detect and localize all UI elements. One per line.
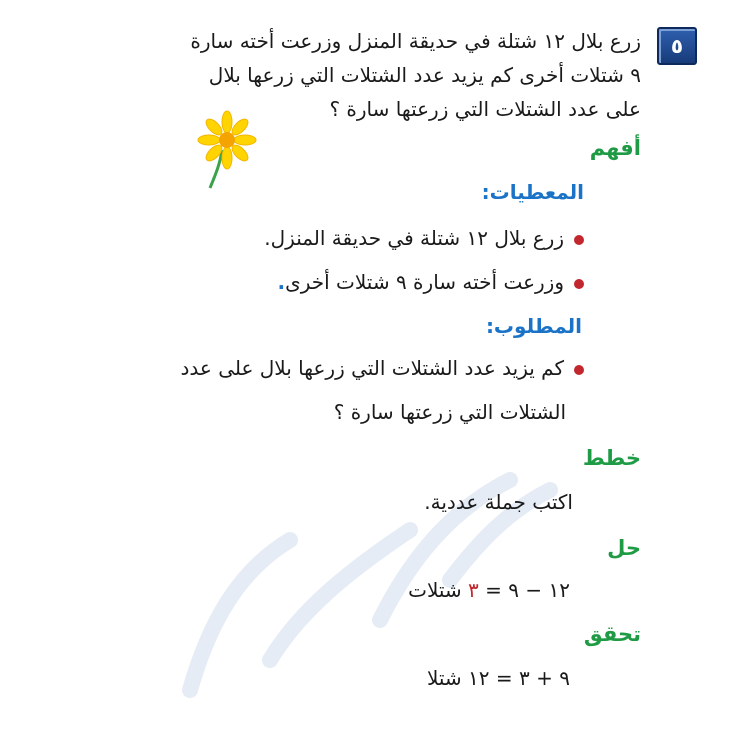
- solve-result: ٣: [468, 578, 479, 602]
- understand-heading: أفهم: [589, 136, 641, 160]
- problem-line-1: زرع بلال ١٢ شتلة في حديقة المنزل وزرعت أخته سارة: [190, 29, 641, 53]
- required-item: [181, 356, 585, 380]
- solve-unit: شتلات: [408, 578, 469, 602]
- required-text-1: كم يزيد عدد الشتلات التي زرعها بلال على عدد: [180, 356, 564, 380]
- given-text-2: وزرعت أخته سارة ٩ شتلات أخرى: [285, 270, 564, 294]
- bullet-icon: [574, 279, 584, 289]
- check-heading: تحقق: [583, 622, 641, 646]
- solve-heading: حل: [607, 536, 641, 560]
- required-heading: المطلوب:: [485, 314, 582, 338]
- problem-line-2: ٩ شتلات أخرى كم يزيد عدد الشتلات التي زرعها بلال: [208, 63, 641, 87]
- given-item-2: [277, 270, 584, 294]
- given-item-1: [264, 226, 584, 250]
- solve-expr: ١٢ − ٩ =: [478, 578, 570, 602]
- given-text-1: زرع بلال ١٢ شتلة في حديقة المنزل.: [264, 226, 564, 250]
- bullet-icon: [574, 235, 584, 245]
- solve-expression: [408, 578, 570, 602]
- plan-heading: خطط: [582, 446, 641, 470]
- flower-icon: [192, 110, 262, 190]
- problem-line-3: على عدد الشتلات التي زرعتها سارة ؟: [329, 97, 641, 121]
- problem-number-badge: ٥: [657, 27, 697, 65]
- check-expression: ٩ + ٣ = ١٢ شتلا: [426, 666, 570, 690]
- given-end-mark: .: [277, 270, 286, 294]
- givens-heading: المعطيات:: [481, 180, 584, 204]
- plan-text: اكتب جملة عددية.: [424, 490, 573, 514]
- bullet-icon: [574, 365, 584, 375]
- required-text-2: الشتلات التي زرعتها سارة ؟: [333, 400, 566, 424]
